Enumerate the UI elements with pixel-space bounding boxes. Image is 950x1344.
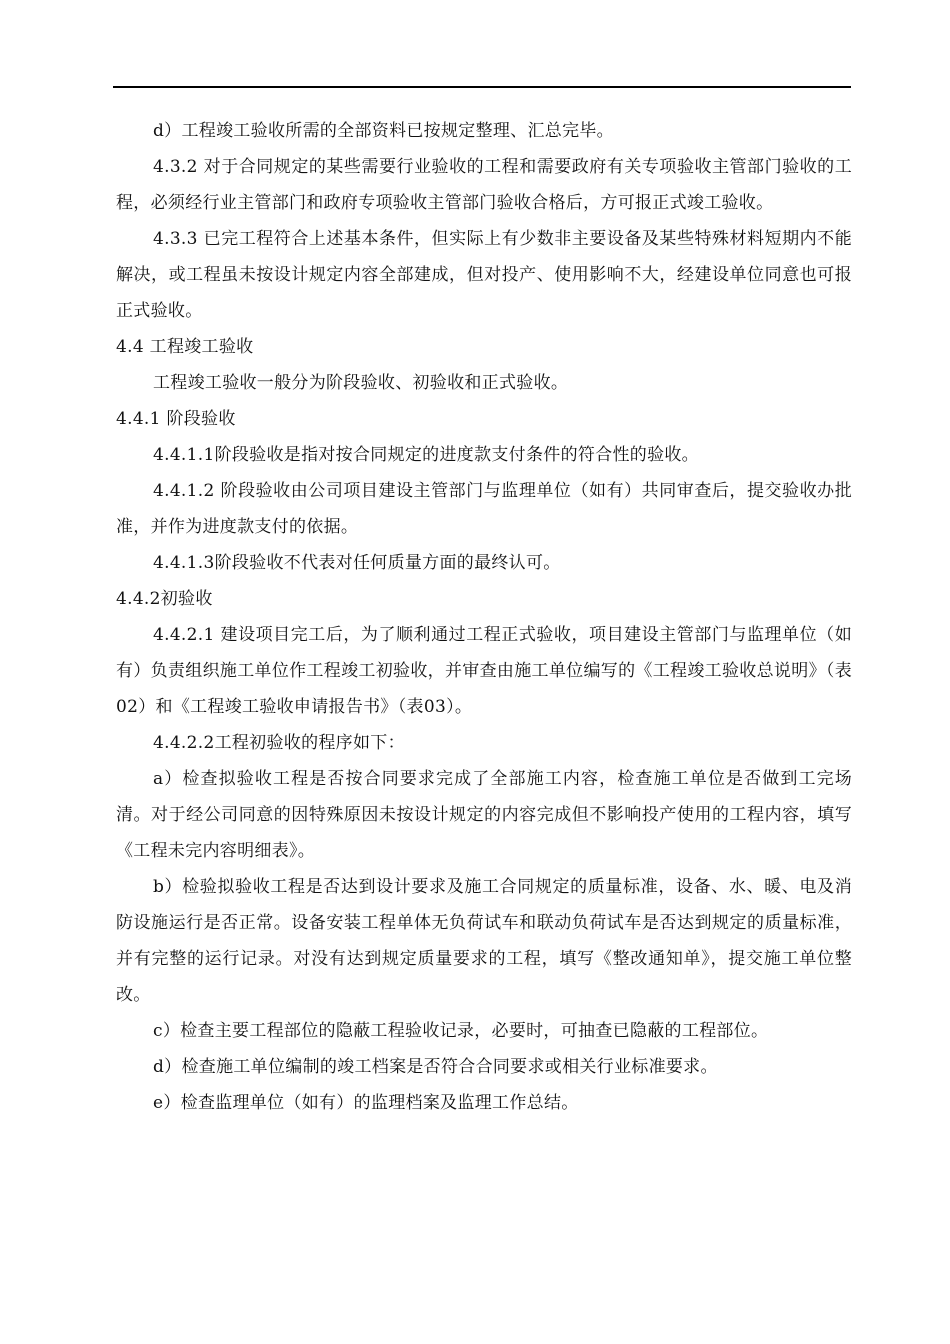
header-rule (113, 86, 851, 88)
paragraph-4-4-intro: 工程竣工验收一般分为阶段验收、初验收和正式验收。 (153, 373, 569, 393)
list-item-e: e）检查监理单位（如有）的监理档案及监理工作总结。 (153, 1093, 579, 1113)
list-item-c: c）检查主要工程部位的隐蔽工程验收记录，必要时，可抽查已隐蔽的工程部位。 (153, 1021, 769, 1041)
paragraph-4-3-3: 4.3.3 已完工程符合上述基本条件，但实际上有少数非主要设备及某些特殊材料短期内不能解决，或工程虽未按设计规定内容全部建成，但对投产、使用影响不大，经建设单位同意也可报正式验收。 (116, 229, 852, 321)
paragraph-4-3-2: 4.3.2 对于合同规定的某些需要行业验收的工程和需要政府有关专项验收主管部门验收的工程，必须经行业主管部门和政府专项验收主管部门验收合格后，方可报正式竣工验收。 (116, 157, 852, 213)
section-heading-4-4: 4.4 工程竣工验收 (116, 337, 254, 357)
list-item-d: d）检查施工单位编制的竣工档案是否符合合同要求或相关行业标准要求。 (153, 1057, 718, 1077)
section-heading-4-4-1: 4.4.1 阶段验收 (116, 409, 236, 429)
list-item-a: a）检查拟验收工程是否按合同要求完成了全部施工内容，检查施工单位是否做到工完场清。对于经公司同意的因特殊原因未按设计规定的内容完成但不影响投产使用的工程内容，填写《工程未完内容明细表》。 (116, 769, 852, 861)
list-item-b: b）检验拟验收工程是否达到设计要求及施工合同规定的质量标准，设备、水、暖、电及消防设施运行是否正常。设备安装工程单体无负荷试车和联动负荷试车是否达到规定的质量标准，并有完整的运行记录。对没有达到规定质量要求的工程，填写《整改通知单》，提交施工单位整改。 (116, 877, 852, 1005)
section-heading-4-4-2: 4.4.2初验收 (116, 589, 213, 609)
paragraph-4-4-1-2: 4.4.1.2 阶段验收由公司项目建设主管部门与监理单位（如有）共同审查后，提交验收办批准，并作为进度款支付的依据。 (116, 481, 852, 537)
document-body (116, 113, 852, 1121)
paragraph-4-4-2-1: 4.4.2.1 建设项目完工后，为了顺利通过工程正式验收，项目建设主管部门与监理单位（如有）负责组织施工单位作工程竣工初验收，并审查由施工单位编写的《工程竣工验收总说明》（表02）和《工程竣工验收申请报告书》（表03）。 (116, 625, 852, 717)
paragraph-4-4-1-1: 4.4.1.1阶段验收是指对按合同规定的进度款支付条件的符合性的验收。 (153, 445, 699, 465)
paragraph-4-4-1-3: 4.4.1.3阶段验收不代表对任何质量方面的最终认可。 (153, 553, 561, 573)
paragraph-d-docs-complete: d）工程竣工验收所需的全部资料已按规定整理、汇总完毕。 (153, 121, 614, 141)
paragraph-4-4-2-2: 4.4.2.2工程初验收的程序如下： (153, 733, 405, 753)
